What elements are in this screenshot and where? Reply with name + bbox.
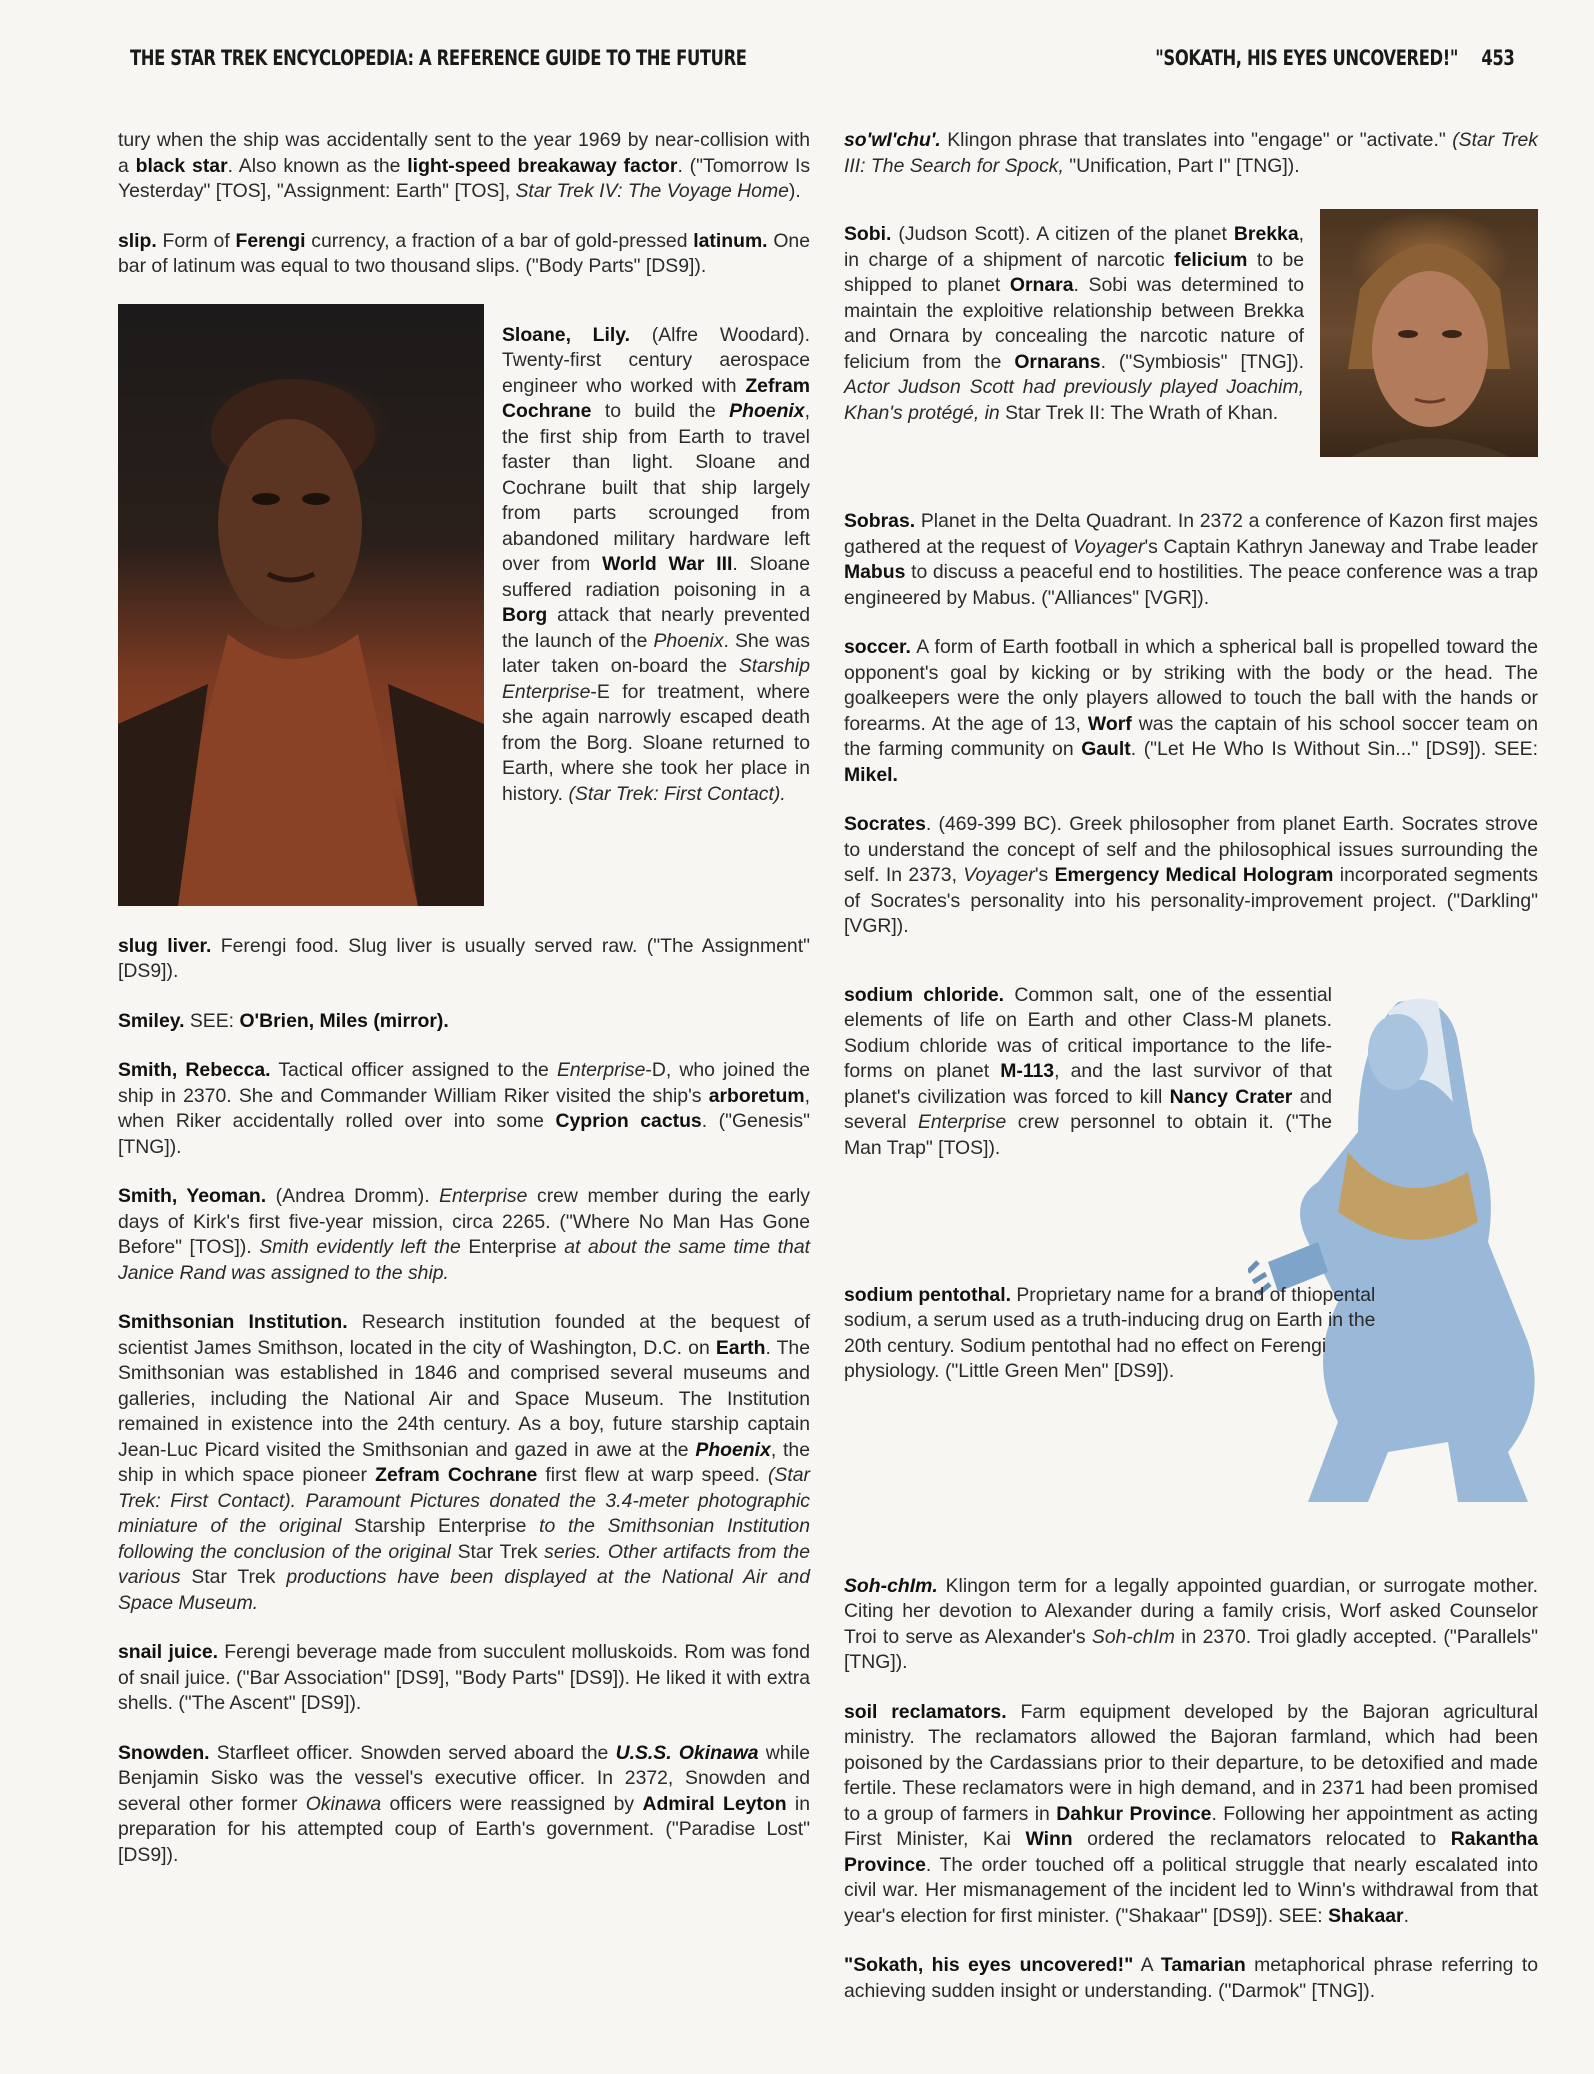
entry-term: Sobras.: [844, 510, 916, 532]
entry-smiley: Smiley. SEE: O'Brien, Miles (mirror).: [118, 1009, 449, 1032]
page-header: [120, 40, 1514, 80]
running-title: THE STAR TREK ENCYCLOPEDIA: A REFERENCE GUIDE TO THE FUTURE: [130, 46, 747, 70]
left-column: [118, 128, 810, 1892]
running-section: "SOKATH, HIS EYES UNCOVERED!" 453: [1154, 46, 1514, 70]
entry-smith-rebecca: Smith, Rebecca. Tactical officer assigned to the Enterprise-D, who joined the ship in 2370. She and Commander William Riker visited the ship's arboretum, when Riker accidentally rolled over into some Cyprion cactus. ("Genesis" [TNG]).: [118, 1059, 810, 1158]
sobi-portrait: [1320, 209, 1538, 457]
entry-continued: tury when the ship was accidentally sent to the year 1969 by near-collision with a black star. Also known as the light-speed breakaway factor. ("Tomorrow Is Yesterday" [TOS], "Assignment: Earth" [TOS], Star Trek IV: The Voyage Home).: [118, 129, 811, 202]
entry-term: Sloane, Lily.: [502, 323, 631, 346]
entry-term: Soh-chIm.: [844, 1574, 938, 1597]
sodium-section: [844, 964, 1538, 1550]
entry-smithsonian: Smithsonian Institution. Research institution founded at the bequest of scientist James Smithson, located in the city of Washington, D.C. on Earth. The Smithsonian was established in 1846 and comprised several museums and galleries, including the National Air and Space Museum. The Institution remained in existence into the 24th century. As a boy, future starship captain Jean-Luc Picard visited the Smithsonian and gazed in awe at the Phoenix, the ship in which space pioneer Zefram Cochrane first flew at warp speed. (Star Trek: First Contact). Paramount Pictures donated the 3.4-meter photographic miniature of the original Starship Enterprise to the Smithsonian Institution following the conclusion of the original Star Trek series. Other artifacts from the various Star Trek productions have been displayed at the National Air and Space Museum.: [118, 1311, 811, 1614]
entry-soccer: soccer. A form of Earth football in which a spherical ball is propelled toward the opponent's goal by kicking or by striking with the body or the head. The goalkeepers were the only players allowed to touch the ball with the hands or forearms. At the age of 13, Worf was the captain of his school soccer team on the farming community on Gault. ("Let He Who Is Without Sin..." [DS9]). SEE: Mikel.: [844, 636, 1539, 786]
entry-term: Sobi.: [844, 223, 892, 246]
entry-slug-liver: slug liver. Ferengi food. Slug liver is usually served raw. ("The Assignment" [DS9]).: [118, 934, 810, 982]
entry-term: so'wI'chu'.: [844, 129, 941, 151]
entry-term: Smiley.: [118, 1009, 185, 1032]
sobi-text: Sobi. (Judson Scott). A citizen of the planet Brekka, in charge of a shipment of narcotic felicium to be shipped to planet Ornara. Sobi was determined to maintain the exploitive relationship between Brekka and Ornara by concealing the narcotic nature of felicium from the Ornarans. ("Symbiosis" [TNG]). Actor Judson Scott had previously played Joachim, Khan's protégé, in Star Trek II: The Wrath of Khan.: [844, 223, 1305, 424]
entry-sokath: "Sokath, his eyes uncovered!" A Tamarian metaphorical phrase referring to achieving sudden insight or understanding. ("Darmok" [TNG]).: [844, 1954, 1538, 2002]
entry-soh-chlm: Soh-chIm. Klingon term for a legally appointed guardian, or surrogate mother. Citing her devotion to Alexander during a family crisis, Worf asked Counselor Troi to serve as Alexander's Soh-chIm in 2370. Troi gladly accepted. ("Parallels" [TNG]).: [844, 1574, 1538, 1673]
entry-term: sodium chloride.: [844, 983, 1005, 1006]
entry-sobi: [844, 203, 1538, 485]
entry-term: soil reclamators.: [844, 1700, 1007, 1723]
entry-sobras: Sobras. Planet in the Delta Quadrant. In 2372 a conference of Kazon first majes gathered at the request of Voyager's Captain Kathryn Janeway and Trabe leader Mabus to discuss a peaceful end to hostilities. The peace conference was a trap engineered by Mabus. ("Alliances" [VGR]).: [844, 510, 1538, 609]
entry-sowlchu: so'wI'chu'. Klingon phrase that translates into "engage" or "activate." (Star Trek III: The Search for Spock, "Unification, Part I" [TNG]).: [844, 129, 1538, 177]
entry-sodium-chloride: sodium chloride. Common salt, one of the essential elements of life on Earth and other Class-M planets. Sodium chloride was of critical importance to the life-forms on planet M-113, and the last survivor of that planet's civilization was forced to kill Nancy Crater and several Enterprise crew personnel to obtain it. ("The Man Trap" [TOS]).: [844, 983, 1332, 1159]
entry-term: snail juice.: [118, 1641, 219, 1663]
entry-smith-yeoman: Smith, Yeoman. (Andrea Dromm). Enterprise crew member during the early days of Kirk's first five-year mission, circa 2265. ("Where No Man Has Gone Before" [TOS]). Smith evidently left the Enterprise at about the same time that Janice Rand was assigned to the ship.: [118, 1185, 810, 1284]
sobi-photo: [1320, 209, 1538, 457]
entry-soil-reclamators: soil reclamators. Farm equipment developed by the Bajoran agricultural ministry. The reclamators allowed the Bajoran farmland, which had been poisoned by the Cardassians prior to their departure, to be detoxified and made fertile. These reclamators were in high demand, and in 2371 had been promised to a group of farmers in Dahkur Province. Following her appointment as acting First Minister, Kai Winn ordered the reclamators relocated to Rakantha Province. The order touched off a political struggle that nearly escalated into civil war. Her mismanagement of the incident led to Winn's withdrawal from that year's election for first minister. ("Shakaar" [DS9]). SEE: Shakaar.: [844, 1700, 1538, 1927]
entry-snowden: Snowden. Starfleet officer. Snowden served aboard the U.S.S. Okinawa while Benjamin Sisko was the vessel's executive officer. In 2372, Snowden and several other former Okinawa officers were reassigned by Admiral Leyton in preparation for his attempted coup of Earth's government. ("Paradise Lost" [DS9]).: [118, 1741, 810, 1866]
entry-snail-juice: snail juice. Ferengi beverage made from succulent molluskoids. Rom was fond of snail juice. ("Bar Association" [DS9], "Body Parts" [DS9]). He liked it with extra shells. ("The Ascent" [DS9]).: [118, 1641, 810, 1714]
entry-term: soccer.: [844, 636, 911, 658]
sloane-portrait: [118, 304, 484, 906]
entry-socrates: Socrates. (469-399 BC). Greek philosopher from planet Earth. Socrates strove to understand the concept of self and the philosophical issues surrounding the self. In 2373, Voyager's Emergency Medical Hologram incorporated segments of Socrates's personality into his personality-improvement project. ("Darkling" [VGR]).: [844, 813, 1538, 937]
entry-sodium-pentothal: sodium pentothal. Proprietary name for a brand of thiopental sodium, a serum used as a truth-inducing drug on Earth in the 20th century. Sodium pentothal had no effect on Ferengi physiology. ("Little Green Men" [DS9]).: [844, 1283, 1376, 1383]
entry-slip: slip. Form of Ferengi currency, a fraction of a bar of gold-pressed latinum. One bar of latinum was equal to two thousand slips. ("Body Parts" [DS9]).: [118, 229, 810, 277]
entry-term: Smith, Yeoman.: [118, 1185, 267, 1207]
entry-term: slip.: [118, 229, 157, 252]
entry-term: "Sokath, his eyes uncovered!": [844, 1954, 1134, 1976]
entry-sloane: [118, 304, 810, 910]
entry-term: Snowden.: [118, 1741, 210, 1764]
sloane-text: Sloane, Lily. (Alfre Woodard). Twenty-first century aerospace engineer who worked with Zefram Cochrane to build the Phoenix, the first ship from Earth to travel faster than light. Sloane and Cochrane built that ship largely from parts scrounged from abandoned military hardware left over from World War III. Sloane suffered radiation poisoning in a Borg attack that nearly prevented the launch of the Phoenix. She was later taken on-board the Starship Enterprise-E for treatment, where she again narrowly escaped death from the Borg. Sloane returned to Earth, where she took her place in history. (Star Trek: First Contact).: [502, 323, 810, 805]
right-column: [844, 128, 1538, 2028]
page-number: 453: [1480, 46, 1514, 70]
sloane-photo: [118, 304, 484, 906]
entry-term: Smithsonian Institution.: [118, 1311, 348, 1333]
entry-term: slug liver.: [118, 934, 212, 957]
entry-term: Socrates: [844, 813, 926, 835]
entry-term: sodium pentothal.: [844, 1283, 1011, 1306]
entry-term: Smith, Rebecca.: [118, 1059, 271, 1081]
